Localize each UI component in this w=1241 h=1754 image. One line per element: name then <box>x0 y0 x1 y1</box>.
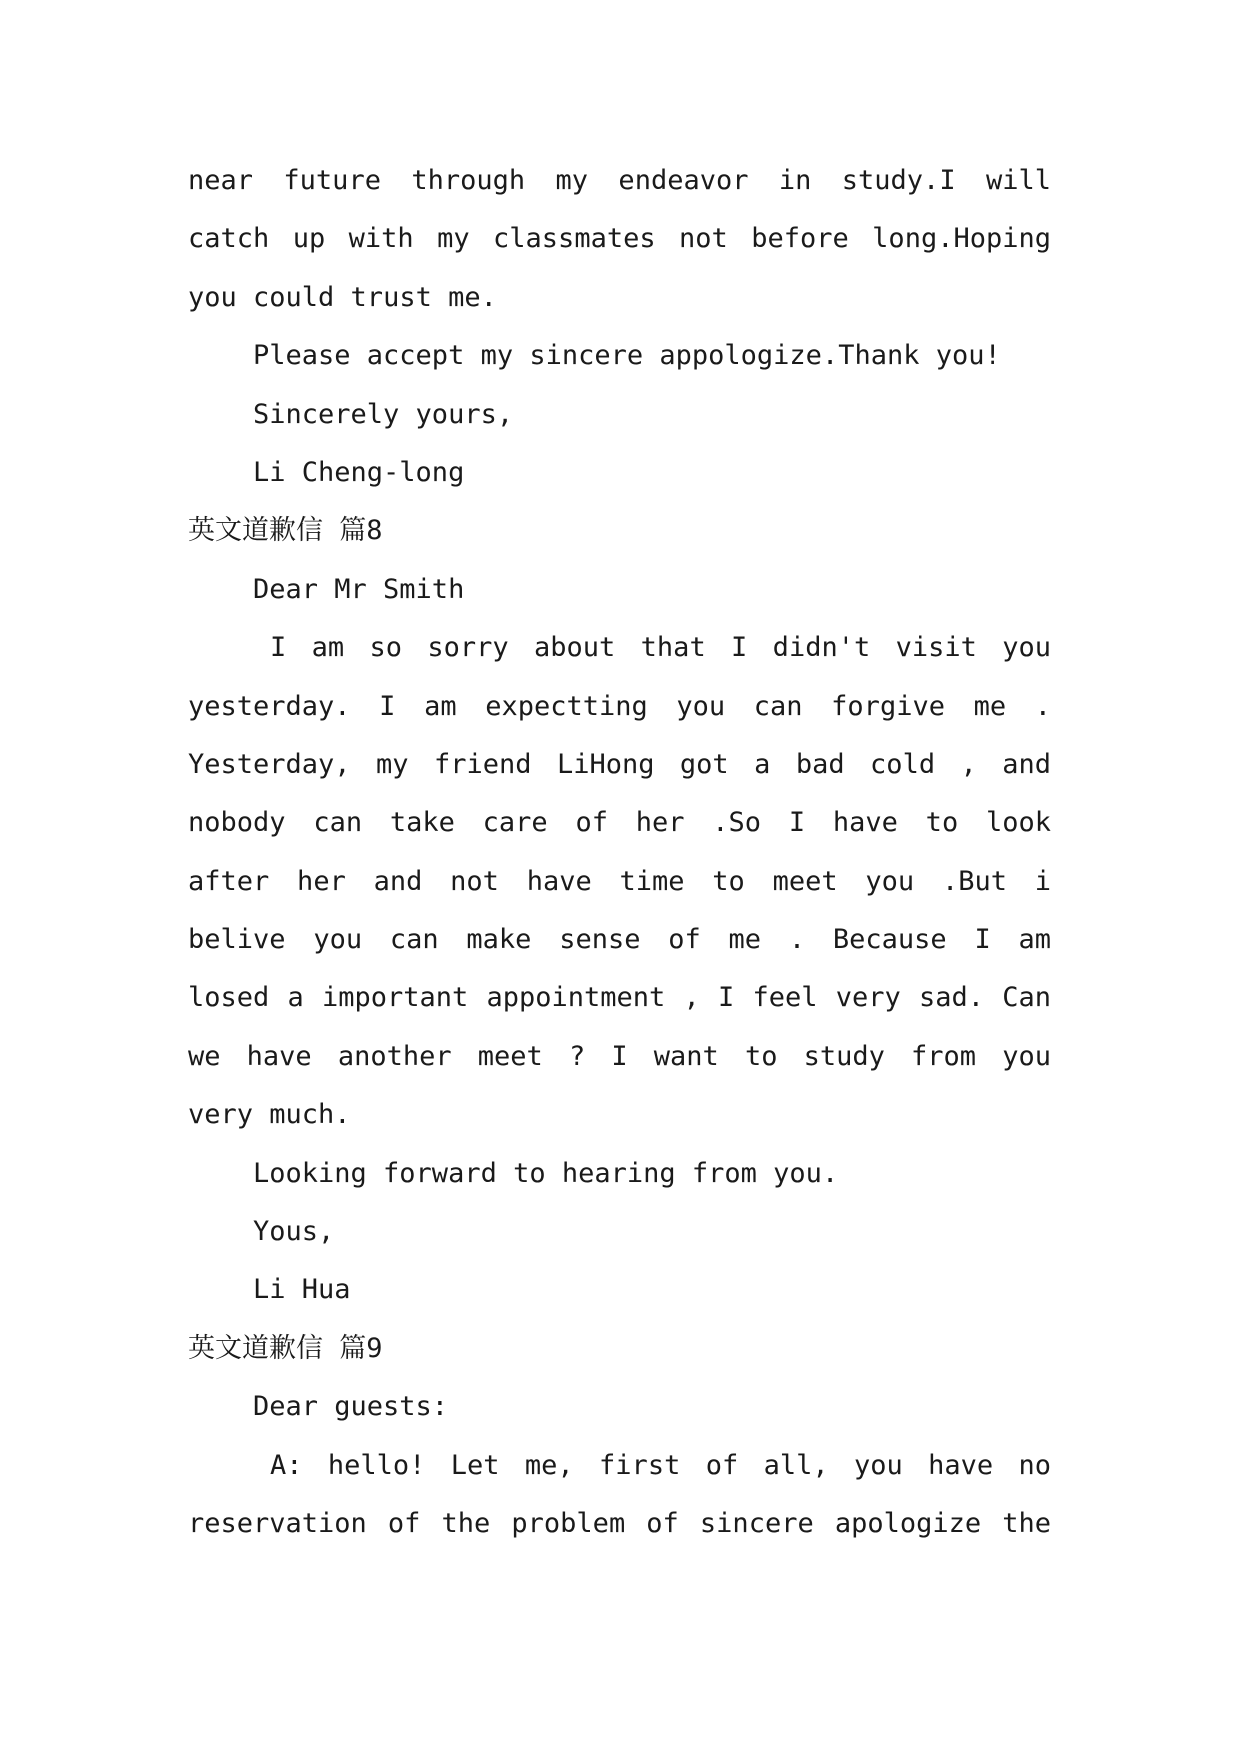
paragraph-line: A: hello! Let me, first of all, you have no <box>270 1449 1051 1481</box>
section-heading: 英文道歉信 篇8 <box>188 515 383 547</box>
sign-off: Sincerely yours, <box>253 398 514 430</box>
paragraph-line: we have another meet ? I want to study from you <box>188 1040 1051 1072</box>
document-page <box>188 152 1051 1553</box>
paragraph-line: Yesterday, my friend LiHong got a bad cold , and <box>188 748 1051 780</box>
paragraph-line: losed a important appointment , I feel very sad. Can <box>188 982 1051 1014</box>
paragraph-line: reservation of the problem of sincere apologize the <box>188 1507 1051 1539</box>
salutation: Dear Mr Smith <box>253 573 465 605</box>
paragraph-line: very much. <box>188 1099 351 1131</box>
sign-off: Yous, <box>253 1216 335 1248</box>
closing-line: Please accept my sincere appologize.Thank you! <box>253 340 1001 372</box>
paragraph-line: catch up with my classmates not before long.Hoping <box>188 223 1051 255</box>
paragraph-line: belive you can make sense of me . Because I am <box>188 924 1051 956</box>
signature-name: Li Cheng-long <box>253 456 465 488</box>
paragraph-line: you could trust me. <box>188 281 497 313</box>
paragraph-line: I am so sorry about that I didn't visit you <box>270 632 1051 664</box>
salutation: Dear guests: <box>253 1391 449 1423</box>
section-heading: 英文道歉信 篇9 <box>188 1332 383 1364</box>
closing-line: Looking forward to hearing from you. <box>253 1157 839 1189</box>
signature-name: Li Hua <box>253 1274 351 1306</box>
paragraph-line: yesterday. I am expectting you can forgive me . <box>188 690 1051 722</box>
paragraph-line: after her and not have time to meet you .But i <box>188 865 1051 897</box>
paragraph-line: nobody can take care of her .So I have to look <box>188 807 1051 839</box>
paragraph-line: near future through my endeavor in study.I will <box>188 165 1051 196</box>
